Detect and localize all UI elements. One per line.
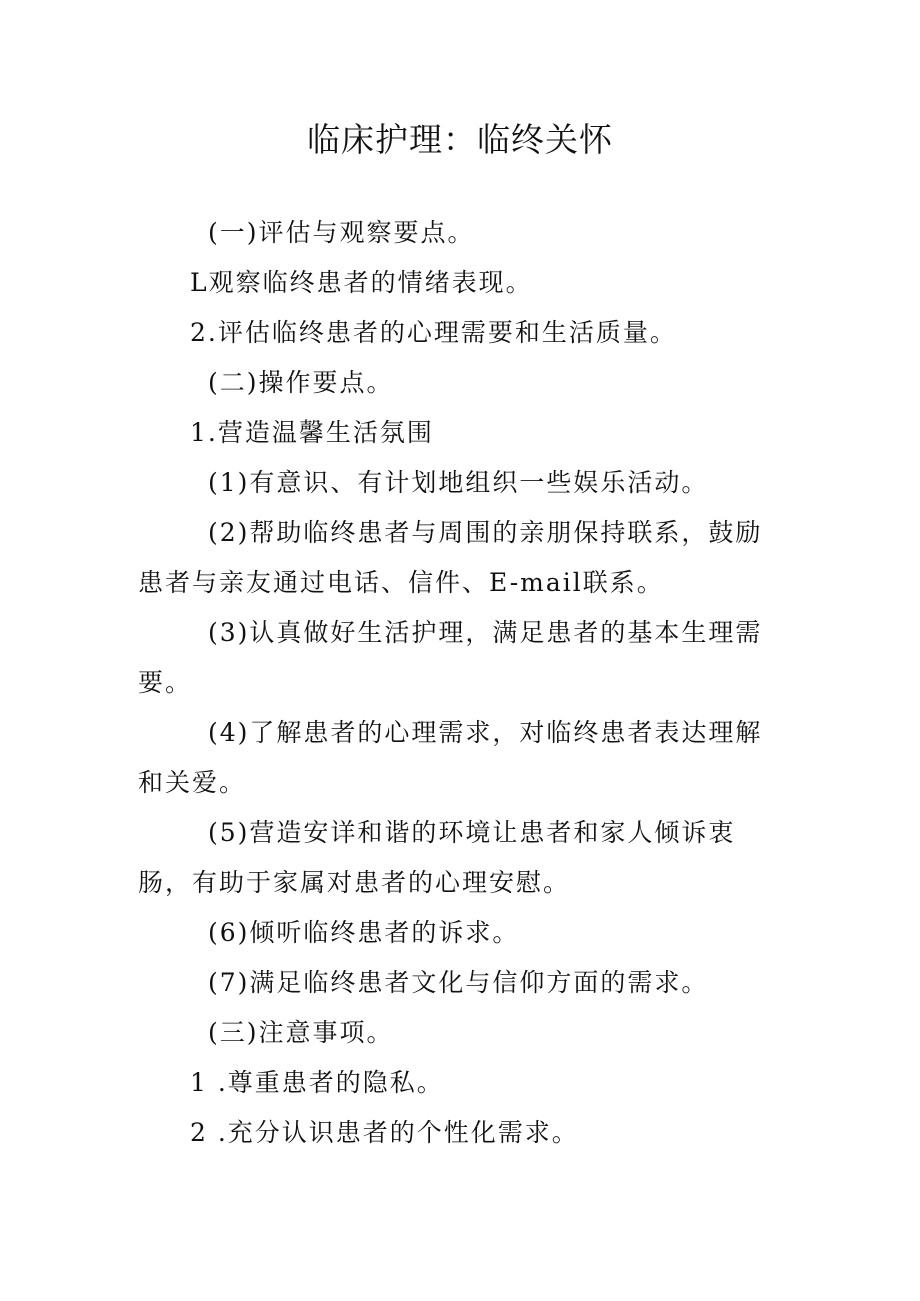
section-heading-operation: (二)操作要点。 <box>208 368 394 397</box>
list-item: (4)了解患者的心理需求，对临终患者表达理解和关爱。 <box>138 718 763 797</box>
list-item: 2 .充分认识患者的个性化需求。 <box>190 1118 579 1147</box>
section-heading-notes: (三)注意事项。 <box>208 1018 394 1047</box>
list-item: (2)帮助临终患者与周围的亲朋保持联系，鼓励患者与亲友通过电话、信件、E-mail联系。 <box>138 518 763 597</box>
list-item: (1)有意识、有计划地组织一些娱乐活动。 <box>208 468 709 497</box>
list-item: 1.营造温馨生活氛围 <box>190 418 434 447</box>
list-item: 1 .尊重患者的隐私。 <box>190 1068 444 1097</box>
list-item: L观察临终患者的情绪表现。 <box>190 268 533 297</box>
list-item: 2.评估临终患者的心理需要和生活质量。 <box>190 318 677 347</box>
list-item: (7)满足临终患者文化与信仰方面的需求。 <box>208 968 709 997</box>
list-item: (6)倾听临终患者的诉求。 <box>208 918 520 947</box>
list-item: (3)认真做好生活护理，满足患者的基本生理需要。 <box>138 618 763 697</box>
document-title: 临床护理：临终关怀 <box>307 120 613 159</box>
section-heading-assessment: (一)评估与观察要点。 <box>208 218 475 247</box>
list-item: (5)营造安详和谐的环境让患者和家人倾诉衷肠，有助于家属对患者的心理安慰。 <box>138 818 736 897</box>
document-body <box>138 208 783 1158</box>
